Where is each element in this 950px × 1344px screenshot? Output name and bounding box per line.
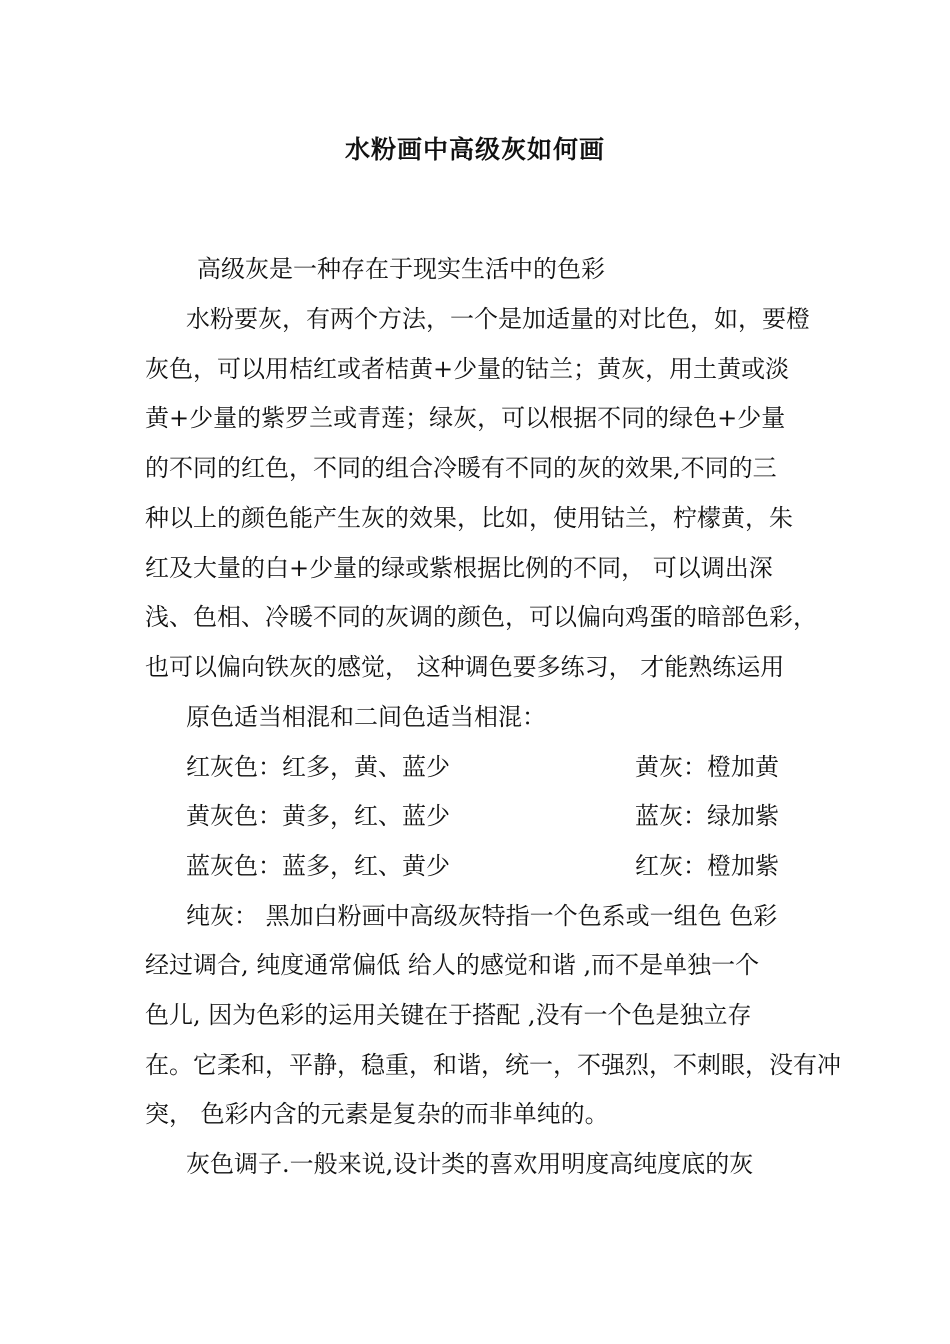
paragraph-line: 在。它柔和，平静，稳重，和谐，统一，不强烈，不刺眼，没有冲 <box>145 1051 841 1079</box>
paragraph-line: 灰色，可以用桔红或者桔黄+少量的钴兰；黄灰，用土黄或淡 <box>145 355 790 383</box>
paragraph-line: 经过调合, 纯度通常偏低 给人的感觉和谐 ,而不是单独一个 <box>145 951 760 979</box>
paragraph-line: 纯灰： 黑加白粉画中高级灰特指一个色系或一组色 色彩 <box>186 902 778 930</box>
mix-table-right: 红灰：橙加紫 <box>635 852 779 880</box>
paragraph-line: 种以上的颜色能产生灰的效果，比如，使用钴兰，柠檬黄，朱 <box>145 504 793 532</box>
paragraph-line: 也可以偏向铁灰的感觉， 这种调色要多练习， 才能熟练运用 <box>145 653 785 681</box>
paragraph-line: 高级灰是一种存在于现实生活中的色彩 <box>197 255 605 283</box>
mix-table-right: 蓝灰：绿加紫 <box>635 802 779 830</box>
paragraph-line: 红及大量的白+少量的绿或紫根据比例的不同， 可以调出深 <box>145 554 773 582</box>
mix-table-left: 红灰色：红多，黄、蓝少 <box>186 753 450 781</box>
paragraph-line: 灰色调子.一般来说,设计类的喜欢用明度高纯度底的灰 <box>186 1150 754 1178</box>
mix-table-left: 蓝灰色：蓝多，红、黄少 <box>186 852 450 880</box>
paragraph-line: 的不同的红色，不同的组合冷暖有不同的灰的效果,不同的三 <box>145 454 777 482</box>
paragraph-line: 原色适当相混和二间色适当相混： <box>186 703 546 731</box>
paragraph-line: 突， 色彩内含的元素是复杂的而非单纯的。 <box>145 1100 609 1128</box>
paragraph-line: 水粉要灰，有两个方法，一个是加适量的对比色，如，要橙 <box>186 305 810 333</box>
paragraph-line: 浅、色相、冷暖不同的灰调的颜色，可以偏向鸡蛋的暗部色彩， <box>145 603 817 631</box>
mix-table-left: 黄灰色：黄多，红、蓝少 <box>186 802 450 830</box>
mix-table-right: 黄灰：橙加黄 <box>635 753 779 781</box>
paragraph-line: 黄+少量的紫罗兰或青莲；绿灰，可以根据不同的绿色+少量 <box>145 404 786 432</box>
paragraph-line: 色儿, 因为色彩的运用关键在于搭配 ,没有一个色是独立存 <box>145 1001 752 1029</box>
document-title: 水粉画中高级灰如何画 <box>344 135 605 164</box>
